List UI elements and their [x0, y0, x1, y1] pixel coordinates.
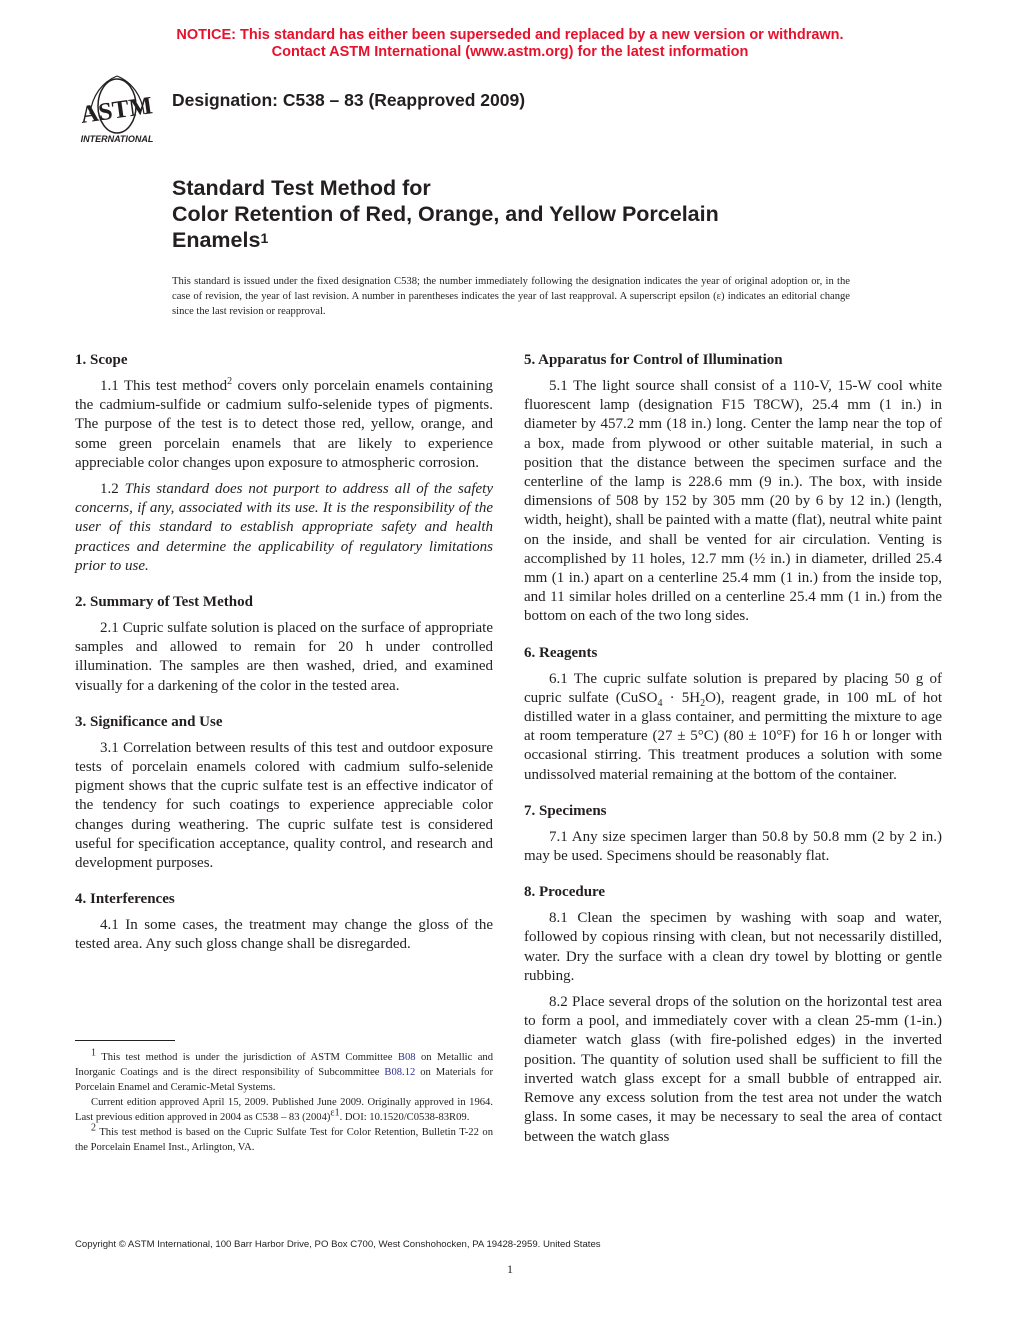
- title-line-2: Color Retention of Red, Orange, and Yellow Porcelain: [172, 202, 719, 226]
- section-apparatus: [524, 350, 942, 627]
- footnotes: [75, 1047, 493, 1155]
- footnote-1-edition: Current edition approved April 15, 2009. Published June 2009. Originally approved in 1964. Last previous edition approved in 2004 as C538 – 83 $(2004)^{\varepsilon 1}$. DOI: 10.1520/C0538-83R09.: [75, 1097, 493, 1123]
- section-heading: 8. Procedure: [524, 884, 606, 901]
- section-heading: 6. Reagents: [524, 644, 598, 661]
- notice-banner: [0, 27, 1020, 61]
- committee-b08-link[interactable]: B08: [397, 1052, 416, 1063]
- notice-line-2: Contact ASTM International (www.astm.org) for the latest information: [271, 44, 749, 60]
- designation: Designation: C538 – 83 (Reapproved 2009): [172, 90, 526, 110]
- footnote-ref-2: 2: [227, 376, 233, 387]
- section-specimens: [524, 801, 942, 866]
- footnote-2: $^2$ This test method is based on the Cupric Sulfate Test for Color Retention, Bulletin T-22 on the Porcelain Enamel Inst., Arlington, VA.: [75, 1122, 493, 1153]
- paragraph-8-1: 8.1 Clean the specimen by washing with soap and water, followed by copious rinsing with clean, but not necessarily distilled, water. Dry the surface with a clean dry towel by blotting or gentle rubbing.: [524, 910, 942, 984]
- copyright: Copyright © ASTM International, 100 Barr Harbor Drive, PO Box C700, West Conshohocken, PA 19428-2959. United States: [75, 1239, 601, 1250]
- section-heading: 3. Significance and Use: [75, 713, 223, 730]
- logo-letters: ASTM: [78, 92, 155, 129]
- title-footnote-ref: 1: [260, 230, 269, 246]
- subcommittee-b08-12-link[interactable]: B08.12: [384, 1067, 416, 1078]
- section-heading: 2. Summary of Test Method: [75, 594, 253, 611]
- footnote-1: $^1$ This test method is under the jurisdiction of ASTM Committee B08 on Metallic and Inorganic Coatings and is the direct responsibility of Subcommittee B08.12 on Materials for Porcelain Enamel and Ceramic-Metal Systems.: [75, 1047, 493, 1093]
- left-column: [75, 350, 493, 971]
- paragraph-1-1: 1.1 This test method$^2$ covers only porcelain enamels containing the cadmium-sulfide or cadmium sulfo-selenide types of pigments. The purpose of the test is to detect those red, yellow, orange, and some green porcelain enamels that are likely to experience appreciable color changes upon exposure to atmospheric corrosion.: [75, 376, 493, 471]
- paragraph-7-1: 7.1 Any size specimen larger than 50.8 by 50.8 mm (2 by 2 in.) may be used. Specimens should be reasonably flat.: [524, 828, 942, 865]
- logo-label: INTERNATIONAL: [80, 134, 154, 144]
- paragraph-1-2: 1.2 This standard does not purport to address all of the safety concerns, if any, associated with its use. It is the responsibility of the user of this standard to establish appropriate safety and health practices and determine the applicability of regulatory limitations prior to use.: [75, 481, 494, 574]
- paragraph-8-2: 8.2 Place several drops of the solution on the horizontal test area to form a pool, and immediately cover with a clean 25-mm (1-in.) diameter watch glass (with fire-polished edges) in the inverted position. The quantity of solution used shall be sufficient to fill the inverted watch glass except for a small bubble of entrapped air. Remove any excess solution from the test area not under the watch glass. In some cases, it may be necessary to seal the area of contact between the watch glass: [524, 994, 942, 1145]
- section-heading: 1. Scope: [75, 352, 128, 368]
- section-significance: [75, 712, 493, 873]
- notice-line-1: NOTICE: This standard has either been superseded and replaced by a new version or withdrawn.: [176, 27, 844, 43]
- paragraph-4-1: 4.1 In some cases, the treatment may change the gloss of the tested area. Any such gloss change shall be disregarded.: [75, 917, 493, 953]
- title-line-1: Standard Test Method for: [172, 176, 431, 200]
- section-summary: [75, 592, 493, 696]
- document-title: [172, 175, 872, 253]
- section-procedure: [524, 882, 942, 1146]
- section-heading: 5. Apparatus for Control of Illumination: [524, 352, 783, 368]
- paragraph-6-1: 6.1 The cupric sulfate solution is prepared by placing 50 g of cupric sulfate (CuSO$_4$ · $5H_2O$), reagent grade, in 100 mL of hot distilled water in a glass container, and permitting the mixture to age at room temperature (27 ± 5°C) (80 ± 10°F) for 16 h or longer with occasional stirring. This treatment produces a solution with some undissolved material remaining at the bottom of the container.: [524, 670, 942, 783]
- page-number: 1: [507, 1262, 513, 1276]
- footnote-divider: [75, 1040, 175, 1041]
- intro-paragraph: This standard is issued under the fixed designation C538; the number immediately following the designation indicates the year of original adoption or, in the case of revision, the year of last revision. A number in parentheses indicates the year of last reapproval. A superscript epsilon (ε) indicates an editorial change since the last revision or reapproval.: [172, 276, 850, 317]
- section-reagents: [524, 643, 942, 785]
- section-heading: 7. Specimens: [524, 802, 607, 819]
- title-line-3: Enamels$^1$: [172, 228, 269, 252]
- section-scope: [75, 350, 493, 576]
- paragraph-5-1: 5.1 The light source shall consist of a 110-V, 15-W cool white fluorescent lamp (designation F15 T8CW), 25.4 mm (1 in.) in diameter by 457.2 mm (18 in.) long. Center the lamp near the top of a box, made from plywood or other suitable material, in such a position that the distance between the specimen surface and the centerline of the lamp is 228.6 mm (9 in.). The box, with inside dimensions of 508 by 152 by 305 mm (20 by 6 by 12 in.) (length, width, height), shall be painted with a matte (flat), neutral white paint on the inside, and shall be vented for air circulation. Venting is accomplished by 11 holes, 12.7 mm (½ in.) in diameter, drilled 25.4 mm (1 in.) apart on a centerline 25.4 mm (1 in.) from the inside top, and 11 similar holes drilled on a centerline 25.4 mm (1 in.) from the bottom on each of the two long sides.: [524, 378, 942, 625]
- section-interferences: [75, 889, 493, 954]
- paragraph-2-1: 2.1 Cupric sulfate solution is placed on the surface of appropriate samples and allowed to remain for 20 h under controlled illumination. The samples are then washed, dried, and examined visually for a darkening of the color in the tested area.: [75, 620, 493, 694]
- astm-logo: [72, 74, 162, 146]
- section-heading: 4. Interferences: [75, 891, 175, 908]
- paragraph-3-1: 3.1 Correlation between results of this test and outdoor exposure tests of porcelain enamels colored with cadmium sulfo-selenide pigment shows that the cupric sulfate test is an effective indicator of the tendency for such coatings to experience appreciable color changes during weathering. The cupric sulfate test is considered useful for specification acceptance, quality control, and research and development purposes.: [75, 739, 493, 872]
- right-column: [524, 350, 942, 1163]
